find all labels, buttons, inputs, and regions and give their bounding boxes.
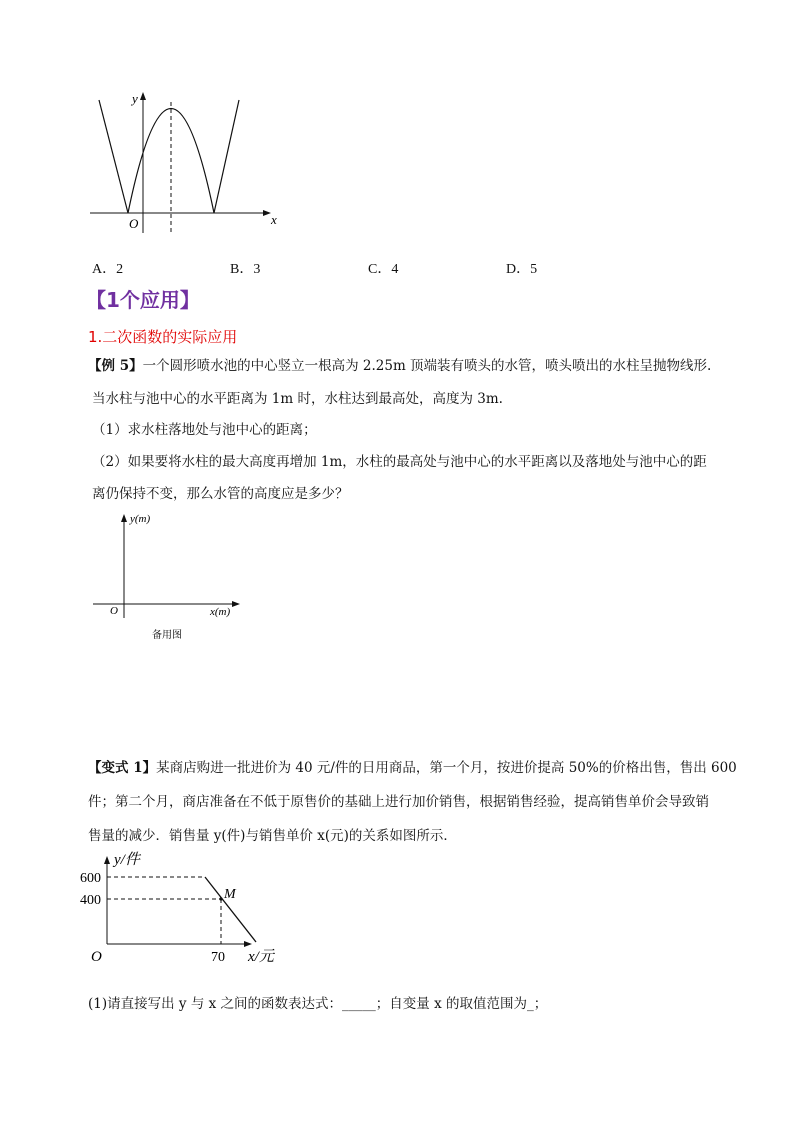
tick-label-400: 400 (80, 893, 101, 908)
y-axis-label: y (132, 91, 138, 106)
x-axis-label: x/元 (248, 949, 274, 965)
option-d[interactable]: D．5 (506, 262, 538, 277)
example5-question2-line1: （2）如果要将水柱的最大高度再增加 1m，水柱的最高处与池中心的水平距离以及落地处与池中心的距 (92, 454, 707, 470)
graph-caption: 备用图 (152, 630, 182, 641)
section-title: 【1个应用】 (86, 288, 200, 312)
y-axis-label: y/件 (114, 852, 140, 868)
origin-label: O (91, 949, 102, 965)
y-axis-arrow (121, 514, 127, 522)
left-v-line (99, 100, 128, 213)
function-graph-1 (85, 88, 285, 238)
variant1-line2: 件；第二个月，商店准备在不低于原售价的基础上进行加价销售，根据销售经验，提高销售单价会导致销 (88, 794, 709, 810)
origin-label: O (110, 605, 118, 617)
option-a[interactable]: A．2 (92, 262, 124, 277)
y-axis-label: y(m) (130, 513, 151, 525)
example5-line1: 【例 5】一个圆形喷水池的中心竖立一根高为 2.25m 顶端装有喷头的水管，喷头喷出的水柱呈抛物线形. (88, 358, 712, 374)
tick-label-600: 600 (80, 871, 101, 886)
option-b[interactable]: B．3 (230, 262, 261, 277)
example5-question1: （1）求水柱落地处与池中心的距离； (92, 422, 317, 438)
example5-line2: 当水柱与池中心的水平距离为 1m 时，水柱达到最高处，高度为 3m. (92, 391, 503, 407)
variant1-line1: 【变式 1】某商店购进一批进价为 40 元/件的日用商品，第一个月，按进价提高 50%的价格出售，售出 600 (88, 760, 737, 776)
question1: (1)请直接写出 y 与 x 之间的函数表达式：_____；自变量 x 的取值范围为_； (88, 996, 548, 1012)
tick-label-70: 70 (211, 950, 225, 965)
sales-volume-graph (80, 848, 300, 970)
point-m (219, 897, 222, 900)
point-label: M (224, 887, 236, 902)
x-axis-arrow (232, 601, 240, 607)
x-axis-arrow (244, 941, 252, 947)
blank-axes-graph (88, 506, 253, 646)
y-axis-arrow (104, 856, 110, 864)
subsection-title: 1.二次函数的实际应用 (88, 328, 238, 346)
variant-tag: 【变式 1】 (88, 760, 157, 776)
option-c[interactable]: C．4 (368, 262, 399, 277)
y-axis-arrow (140, 92, 146, 100)
x-axis-label: x (271, 212, 277, 227)
x-axis-arrow (263, 210, 271, 216)
right-v-line (214, 100, 239, 213)
origin-label: O (129, 216, 139, 231)
x-axis-label: x(m) (210, 606, 231, 618)
example5-question2-line2: 离仍保持不变，那么水管的高度应是多少？ (92, 486, 349, 502)
variant1-line3: 售量的减少．销售量 y(件)与销售单价 x(元)的关系如图所示． (88, 828, 457, 844)
example-tag: 【例 5】 (88, 358, 143, 374)
